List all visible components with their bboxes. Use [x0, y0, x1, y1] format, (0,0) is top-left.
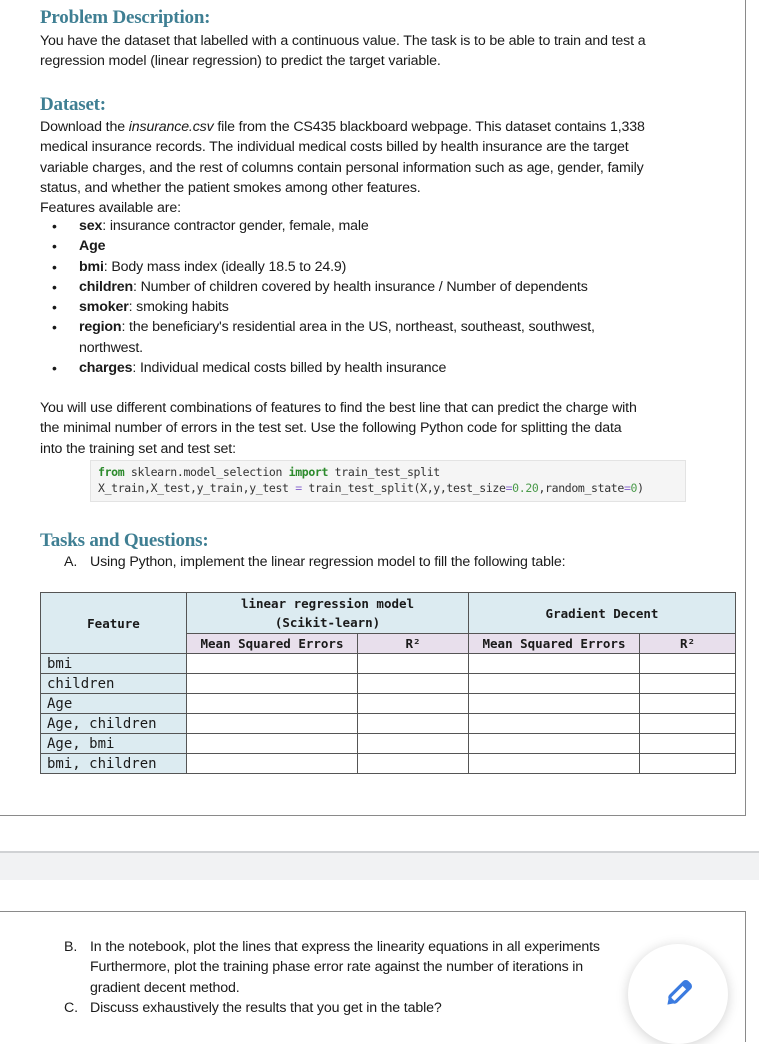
code-line-1: from sklearn.model_selection import train_test_split	[98, 465, 440, 479]
lr-group-header: linear regression model (Scikit-learn)	[187, 593, 469, 634]
gd-r2-cell[interactable]	[640, 674, 736, 694]
lr-mse-cell[interactable]	[187, 714, 358, 734]
feature-item: • Age	[52, 236, 712, 256]
gd-r2-cell[interactable]	[640, 654, 736, 674]
lr-r2-cell[interactable]	[358, 754, 469, 774]
lr-mse-header: Mean Squared Errors	[187, 634, 358, 654]
dataset-text	[40, 117, 710, 218]
lr-mse-cell[interactable]	[187, 754, 358, 774]
gd-r2-cell[interactable]	[640, 754, 736, 774]
gd-r2-cell[interactable]	[640, 714, 736, 734]
problem-text	[40, 31, 710, 72]
dataset-line: medical insurance records. The individual medical costs billed by health insurance are the target	[40, 139, 629, 156]
table-row	[41, 714, 736, 734]
lr-r2-header: R²	[358, 634, 469, 654]
code-line-2: X_train,X_test,y_train,y_test = train_test_split(X,y,test_size=0.20,random_state=0)	[98, 481, 644, 495]
feature-header: Feature	[41, 593, 187, 654]
problem-line: regression model (linear regression) to predict the target variable.	[40, 53, 441, 70]
dataset-line: status, and whether the patient smokes among other features.	[40, 179, 421, 196]
dataset-line: variable charges, and the rest of columns contain personal information such as age, gender, family	[40, 159, 644, 176]
gd-r2-cell[interactable]	[640, 734, 736, 754]
feature-item: • children: Number of children covered by health insurance / Number of dependents	[52, 277, 712, 297]
gd-mse-header: Mean Squared Errors	[469, 634, 640, 654]
lr-r2-cell[interactable]	[358, 654, 469, 674]
gd-mse-cell[interactable]	[469, 674, 640, 694]
features-list	[52, 216, 712, 378]
features-intro: Features available are:	[40, 200, 181, 217]
feature-cell: Age, children	[41, 714, 187, 734]
feature-cell: bmi, children	[41, 754, 187, 774]
gd-mse-cell[interactable]	[469, 734, 640, 754]
table-row	[41, 754, 736, 774]
edit-button[interactable]	[628, 944, 728, 1044]
instructions-text	[40, 398, 710, 459]
dataset-line: Download the insurance.csv file from the CS435 blackboard webpage. This dataset contains 1,338	[40, 119, 645, 135]
problem-line: You have the dataset that labelled with a continuous value. The task is to be able to train and test a	[40, 33, 646, 49]
instructions-line: You will use different combinations of features to find the best line that can predict the charge with	[40, 400, 637, 416]
feature-item: • bmi: Body mass index (ideally 18.5 to 24.9)	[52, 257, 712, 277]
lr-mse-cell[interactable]	[187, 694, 358, 714]
gd-group-header: Gradient Decent	[469, 593, 736, 634]
code-block	[90, 460, 686, 502]
lr-r2-cell[interactable]	[358, 714, 469, 734]
feature-item: • sex: insurance contractor gender, female, male	[52, 216, 712, 236]
feature-cell: bmi	[41, 654, 187, 674]
gd-mse-cell[interactable]	[469, 654, 640, 674]
page-gap	[0, 851, 759, 880]
instructions-line: the minimal number of errors in the test set. Use the following Python code for splitting the data	[40, 420, 622, 437]
task-c: C. Discuss exhaustively the results that you get in the table?	[64, 1000, 442, 1016]
tasks-heading: Tasks and Questions:	[40, 530, 209, 551]
table-row	[41, 734, 736, 754]
instructions-line: into the training set and test set:	[40, 440, 236, 457]
table-row	[41, 654, 736, 674]
task-a: A. Using Python, implement the linear regression model to fill the following table:	[64, 554, 566, 570]
lr-mse-cell[interactable]	[187, 654, 358, 674]
lr-r2-cell[interactable]	[358, 674, 469, 694]
feature-cell: Age	[41, 694, 187, 714]
gd-mse-cell[interactable]	[469, 714, 640, 734]
feature-item: • charges: Individual medical costs billed by health insurance	[52, 358, 712, 378]
feature-cell: children	[41, 674, 187, 694]
feature-item: • smoker: smoking habits	[52, 297, 712, 317]
results-table	[40, 592, 736, 774]
task-b: B. In the notebook, plot the lines that express the linearity equations in all experiments Furthermore, plot the training phase error rate against the number of iterations in gradient decent method.	[64, 939, 600, 996]
filename: insurance.csv	[128, 119, 214, 135]
pencil-icon	[660, 976, 696, 1012]
gd-mse-cell[interactable]	[469, 754, 640, 774]
dataset-heading: Dataset:	[40, 94, 106, 115]
gd-mse-cell[interactable]	[469, 694, 640, 714]
gd-r2-cell[interactable]	[640, 694, 736, 714]
gd-r2-header: R²	[640, 634, 736, 654]
lr-r2-cell[interactable]	[358, 734, 469, 754]
feature-item: • region: the beneficiary's residential area in the US, northeast, southeast, southwest, northwest.	[52, 317, 712, 358]
lr-mse-cell[interactable]	[187, 734, 358, 754]
feature-cell: Age, bmi	[41, 734, 187, 754]
table-row	[41, 694, 736, 714]
lr-mse-cell[interactable]	[187, 674, 358, 694]
lr-r2-cell[interactable]	[358, 694, 469, 714]
table-row	[41, 674, 736, 694]
problem-heading: Problem Description:	[40, 7, 211, 28]
